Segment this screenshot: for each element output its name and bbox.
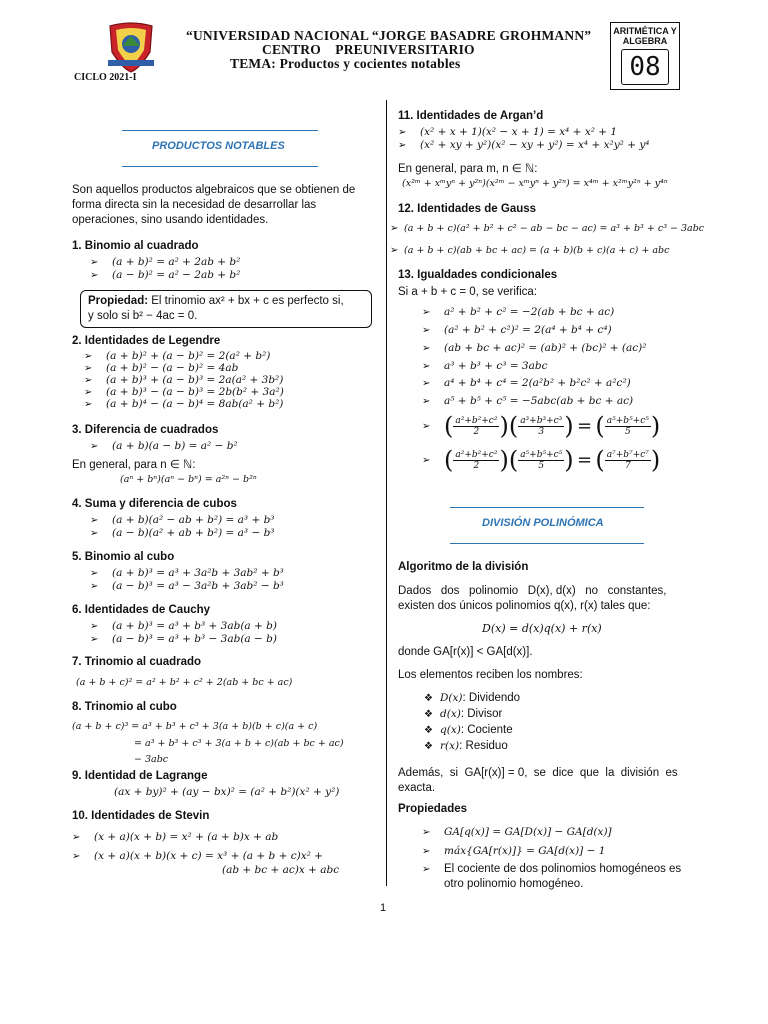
s10-title: 10. Identidades de Stevin <box>72 810 210 822</box>
name-item-residuo: ❖ r(x): Residuo <box>424 740 508 752</box>
arrowhead-bullet-icon: ➢ <box>84 387 93 398</box>
s2-formula-4: ➢ (a + b)³ − (a − b)³ = 2b(b² + 3a²) <box>84 386 284 398</box>
s4-formula-1: ➢ (a + b)(a² − ab + b²) = a³ + b³ <box>90 514 275 526</box>
s3-title: 3. Diferencia de cuadrados <box>72 424 219 436</box>
s9-formula: (ax + by)² + (ay − bx)² = (a² + b²)(x² + y²) <box>114 786 340 798</box>
s13-formula-2: ➢ (a² + b² + c²)² = 2(a⁴ + b⁴ + c⁴) <box>422 324 612 336</box>
s1-formula-2: ➢ (a − b)² = a² − 2ab + b² <box>90 269 241 281</box>
arrowhead-bullet-icon: ➢ <box>90 257 99 268</box>
university-crest-logo <box>100 22 162 74</box>
arrowhead-bullet-icon: ➢ <box>90 441 99 452</box>
name-item-cociente: ❖ q(x): Cociente <box>424 724 513 736</box>
arrowhead-bullet-icon: ➢ <box>422 827 431 838</box>
property-line-1: Propiedad: El trinomio ax² + bx + c es perfecto si, <box>88 295 344 307</box>
arrowhead-bullet-icon: ➢ <box>90 270 99 281</box>
s6-formula-1: ➢ (a + b)³ = a³ + b³ + 3ab(a + b) <box>90 620 277 632</box>
topic-title: TEMA: Productos y cocientes notables <box>230 56 461 71</box>
fraction: $\frac{\text{a⁵+b⁵+c⁵}}{5}$ <box>520 449 563 471</box>
arrowhead-bullet-icon: ➢ <box>422 307 431 318</box>
algo-text-line-1: Dados dos polinomio D(x), d(x) no constantes, <box>398 585 667 597</box>
s6-formula-2: ➢ (a − b)³ = a³ + b³ − 3ab(a − b) <box>90 633 277 645</box>
s2-formula-2: ➢ (a + b)² − (a − b)² = 4ab <box>84 362 239 374</box>
diamond-check-bullet-icon: ❖ <box>424 693 433 704</box>
s5-formula-2: ➢ (a − b)³ = a³ − 3a²b + 3ab² − b³ <box>90 580 284 592</box>
arrowhead-bullet-icon: ➢ <box>390 245 399 256</box>
division-rule-bottom <box>450 543 644 544</box>
s13-formula-6: ➢ a⁵ + b⁵ + c⁵ = −5abc(ab + bc + ac) <box>422 395 634 407</box>
course-number-box <box>621 49 669 85</box>
arrowhead-bullet-icon: ➢ <box>90 568 99 579</box>
arrowhead-bullet-icon: ➢ <box>422 421 431 432</box>
arrowhead-bullet-icon: ➢ <box>72 832 81 843</box>
arrowhead-bullet-icon: ➢ <box>422 396 431 407</box>
fraction: $\frac{\text{a²+b²+c²}}{2}$ <box>455 415 498 437</box>
s13-formula-4: ➢ a³ + b³ + c³ = 3abc <box>422 360 548 372</box>
arrowhead-bullet-icon: ➢ <box>90 528 99 539</box>
prop-formula-1: ➢ GA[q(x)] = GA[D(x)] − GA[d(x)] <box>422 826 612 838</box>
s3-general-text: En general, para n ∈ ℕ: <box>72 459 196 471</box>
s11-title: 11. Identidades de Argan’d <box>398 110 544 122</box>
s13-condition: Si a + b + c = 0, se verifica: <box>398 286 538 298</box>
course-number: 08 <box>629 52 661 82</box>
diamond-check-bullet-icon: ❖ <box>424 725 433 736</box>
s13-formula-3: ➢ (ab + bc + ac)² = (ab)² + (bc)² + (ac)² <box>422 342 647 354</box>
arrowhead-bullet-icon: ➢ <box>390 223 399 234</box>
arrowhead-bullet-icon: ➢ <box>90 515 99 526</box>
section-rule-top <box>122 130 318 131</box>
props-title: Propiedades <box>398 803 468 815</box>
arrowhead-bullet-icon: ➢ <box>398 127 407 138</box>
s13-fraction-identity-1: ➢ ( $\frac{\text{a²+b²+c²}}{2}$ )( $\frac{\text{a³+b³+c³}}{3}$ ) = ( $\frac{\text{a⁵+b⁵+c⁵}}{5}$ ) <box>422 412 661 440</box>
s2-formula-3: ➢ (a + b)³ + (a − b)³ = 2a(a² + 3b²) <box>84 374 284 386</box>
section-rule-bottom <box>122 166 318 167</box>
arrowhead-bullet-icon: ➢ <box>398 140 407 151</box>
arrowhead-bullet-icon: ➢ <box>84 363 93 374</box>
section-title-division: DIVISIÓN POLINÓMICA <box>482 517 604 529</box>
s1-formula-1: ➢ (a + b)² = a² + 2ab + b² <box>90 256 241 268</box>
s13-title: 13. Igualdades condicionales <box>398 269 558 281</box>
center-name: CENTRO PREUNIVERSITARIO <box>262 42 475 57</box>
fraction: $\frac{\text{a⁷+b⁷+c⁷}}{7}$ <box>606 449 649 471</box>
university-name: “UNIVERSIDAD NACIONAL “JORGE BASADRE GROHMANN” <box>186 28 592 43</box>
property-line-2: y solo si b² − 4ac = 0. <box>88 310 198 322</box>
s11-formula-2: ➢ (x² + xy + y²)(x² − xy + y²) = x⁴ + x²y² + y⁴ <box>398 139 650 151</box>
fraction: $\frac{\text{a⁵+b⁵+c⁵}}{5}$ <box>606 415 649 437</box>
fraction: $\frac{\text{a²+b²+c²}}{2}$ <box>455 449 498 471</box>
page-number: 1 <box>380 902 387 914</box>
diamond-check-bullet-icon: ❖ <box>424 709 433 720</box>
s10-formula-2a: ➢ (x + a)(x + b)(x + c) = x³ + (a + b + c)x² + <box>72 850 323 862</box>
names-intro: Los elementos reciben los nombres: <box>398 669 583 681</box>
diamond-check-bullet-icon: ❖ <box>424 741 433 752</box>
arrowhead-bullet-icon: ➢ <box>422 846 431 857</box>
ademas-line-1: Además, si GA[r(x)] = 0, se dice que la división es <box>398 767 678 779</box>
arrowhead-bullet-icon: ➢ <box>84 351 93 362</box>
s11-general-formula: (x²ᵐ + xᵐyⁿ + y²ⁿ)(x²ᵐ − xᵐyⁿ + y²ⁿ) = x⁴ᵐ + x²ᵐy²ⁿ + y⁴ⁿ <box>402 178 668 189</box>
s5-formula-1: ➢ (a + b)³ = a³ + 3a²b + 3ab² + b³ <box>90 567 284 579</box>
course-box <box>610 22 680 90</box>
arrowhead-bullet-icon: ➢ <box>422 455 431 466</box>
s8-formula-line-2: = a³ + b³ + c³ + 3(a + b + c)(ab + bc + ac) <box>134 738 344 749</box>
ademas-line-2: exacta. <box>398 782 436 794</box>
prop-3-line-1: ➢ El cociente de dos polinomios homogéneos es <box>422 863 682 875</box>
prop-3-line-2: otro polinomio homogéneo. <box>444 878 584 890</box>
intro-paragraph: Son aquellos productos algebraicos que se obtienen de forma directa sin la necesidad de desarrollar las operaciones, sino usando identidades. <box>72 184 356 226</box>
arrowhead-bullet-icon: ➢ <box>422 864 431 875</box>
section-title-productos: PRODUCTOS NOTABLES <box>152 140 285 152</box>
arrowhead-bullet-icon: ➢ <box>90 634 99 645</box>
prop-formula-2: ➢ máx{GA[r(x)]} = GA[d(x)] − 1 <box>422 845 606 857</box>
algo-text-line-2: existen dos únicos polinomios q(x), r(x) tales que: <box>398 600 651 612</box>
s5-title: 5. Binomio al cubo <box>72 551 175 563</box>
cycle-label: CICLO 2021-I <box>74 72 137 83</box>
algo-formula: D(x) = d(x)q(x) + r(x) <box>482 622 602 635</box>
name-item-dividendo: ❖ D(x): Dividendo <box>424 692 521 704</box>
s7-title: 7. Trinomio al cuadrado <box>72 656 202 668</box>
s6-title: 6. Identidades de Cauchy <box>72 604 211 616</box>
arrowhead-bullet-icon: ➢ <box>422 378 431 389</box>
arrowhead-bullet-icon: ➢ <box>90 621 99 632</box>
algo-title: Algoritmo de la división <box>398 561 529 573</box>
s7-formula: (a + b + c)² = a² + b² + c² + 2(ab + bc + ac) <box>76 677 293 688</box>
arrowhead-bullet-icon: ➢ <box>422 325 431 336</box>
s11-general-text: En general, para m, n ∈ ℕ: <box>398 163 538 175</box>
s13-fraction-identity-2: ➢ ( $\frac{\text{a²+b²+c²}}{2}$ )( $\frac{\text{a⁵+b⁵+c⁵}}{5}$ ) = ( $\frac{\text{a⁷+b⁷+c⁷}}{7}$ ) <box>422 446 661 474</box>
arrowhead-bullet-icon: ➢ <box>422 343 431 354</box>
arrowhead-bullet-icon: ➢ <box>90 581 99 592</box>
s12-formula-1: ➢ (a + b + c)(a² + b² + c² − ab − bc − ac) = a³ + b³ + c³ − 3abc <box>390 223 705 234</box>
s4-formula-2: ➢ (a − b)(a² + ab + b²) = a³ − b³ <box>90 527 275 539</box>
s11-formula-1: ➢ (x² + x + 1)(x² − x + 1) = x⁴ + x² + 1 <box>398 126 618 138</box>
s13-formula-1: ➢ a² + b² + c² = −2(ab + bc + ac) <box>422 306 615 318</box>
s2-title: 2. Identidades de Legendre <box>72 335 221 347</box>
s2-formula-1: ➢ (a + b)² + (a − b)² = 2(a² + b²) <box>84 350 271 362</box>
s13-formula-5: ➢ a⁴ + b⁴ + c⁴ = 2(a²b² + b²c² + a²c²) <box>422 377 631 389</box>
donde-text: donde GA[r(x)] < GA[d(x)]. <box>398 646 533 658</box>
s4-title: 4. Suma y diferencia de cubos <box>72 498 237 510</box>
column-divider <box>386 100 387 886</box>
s10-formula-2b: (ab + bc + ac)x + abc <box>222 864 340 876</box>
s8-title: 8. Trinomio al cubo <box>72 701 177 713</box>
s1-title: 1. Binomio al cuadrado <box>72 240 199 252</box>
s12-formula-2: ➢ (a + b + c)(ab + bc + ac) = (a + b)(b + c)(a + c) + abc <box>390 245 670 256</box>
s8-formula-line-1: (a + b + c)³ = a³ + b³ + c³ + 3(a + b)(b + c)(a + c) <box>72 721 318 732</box>
course-label: ARITMÉTICA Y ALGEBRA <box>613 26 677 46</box>
fraction: $\frac{\text{a³+b³+c³}}{3}$ <box>520 415 563 437</box>
s8-formula-line-3: − 3abc <box>134 754 169 765</box>
s3-formula-1: ➢ (a + b)(a − b) = a² − b² <box>90 440 238 452</box>
s9-title: 9. Identidad de Lagrange <box>72 770 208 782</box>
arrowhead-bullet-icon: ➢ <box>84 399 93 410</box>
arrowhead-bullet-icon: ➢ <box>422 361 431 372</box>
s2-formula-5: ➢ (a + b)⁴ − (a − b)⁴ = 8ab(a² + b²) <box>84 398 284 410</box>
s3-general-formula: (aⁿ + bⁿ)(aⁿ − bⁿ) = a²ⁿ − b²ⁿ <box>120 474 257 485</box>
name-item-divisor: ❖ d(x): Divisor <box>424 708 503 720</box>
s10-formula-1: ➢ (x + a)(x + b) = x² + (a + b)x + ab <box>72 831 279 843</box>
s12-title: 12. Identidades de Gauss <box>398 203 537 215</box>
arrowhead-bullet-icon: ➢ <box>84 375 93 386</box>
division-rule-top <box>450 507 644 508</box>
arrowhead-bullet-icon: ➢ <box>72 851 81 862</box>
